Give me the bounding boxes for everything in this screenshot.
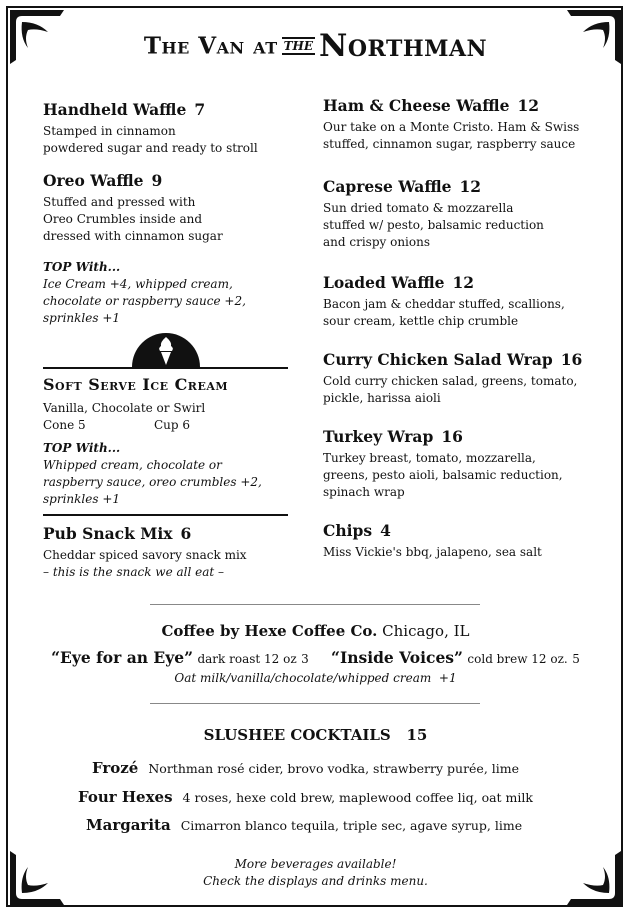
menu-item <box>43 524 288 581</box>
coffee-location: Chicago, IL <box>382 622 470 640</box>
menu-item <box>323 96 608 153</box>
cocktail-desc: Cimarron blanco tequila, triple sec, agave syrup, lime <box>180 818 523 833</box>
section-divider <box>43 367 288 369</box>
corner-ornament-icon <box>8 8 66 66</box>
cocktail-name: Margarita <box>86 816 171 834</box>
cocktails-heading: SLUSHEE COCKTAILS <box>203 726 391 744</box>
ice-cream-cone-icon <box>154 336 178 366</box>
toppings-heading: TOP With... <box>43 441 121 455</box>
coffee-drink-desc: dark roast 12 oz <box>197 652 297 666</box>
coffee-drinks <box>0 648 631 667</box>
item-name: Oreo Waffle <box>43 171 144 190</box>
item-desc-line: Stamped in cinnamon <box>43 124 176 138</box>
coffee-drink-price: 3 <box>301 652 309 666</box>
coffee-drink-name: “Eye for an Eye” <box>51 648 194 667</box>
footer-note <box>0 856 631 890</box>
item-desc-line: Bacon jam & cheddar stuffed, scallions, <box>323 297 565 311</box>
item-desc-line: Turkey breast, tomato, mozzarella, <box>323 451 536 465</box>
soft-serve-flavors: Vanilla, Chocolate or Swirl <box>43 401 206 415</box>
item-desc-line: greens, pesto aioli, balsamic reduction, <box>323 468 563 482</box>
soft-serve-prices <box>43 417 288 434</box>
cocktails-price: 15 <box>406 726 428 744</box>
cocktail-item <box>92 759 519 777</box>
item-name: Turkey Wrap <box>323 427 434 446</box>
item-price: 7 <box>194 100 206 119</box>
item-desc-line: Cheddar spiced savory snack mix <box>43 548 247 562</box>
title-logo-badge: THE <box>283 39 314 53</box>
toppings-line: chocolate or raspberry sauce +2, <box>43 294 246 308</box>
coffee-drink-price: 5 <box>572 652 580 666</box>
coffee-drink-desc: cold brew 12 oz. <box>467 652 568 666</box>
menu-item <box>323 350 608 407</box>
item-desc-line: sour cream, kettle chip crumble <box>323 314 519 328</box>
corner-ornament-icon <box>565 8 623 66</box>
item-desc-line: pickle, harissa aioli <box>323 391 441 405</box>
footer-line: Check the displays and drinks menu. <box>203 874 428 888</box>
toppings-line: Ice Cream +4, whipped cream, <box>43 277 233 291</box>
soft-serve-emblem <box>43 333 288 367</box>
cocktail-item <box>78 788 533 806</box>
item-name: Ham & Cheese Waffle <box>323 96 510 115</box>
item-desc-line: stuffed w/ pesto, balsamic reduction <box>323 218 544 232</box>
item-name: Chips <box>323 521 373 540</box>
coffee-extras-text: Oat milk/vanilla/chocolate/whipped cream <box>174 671 432 685</box>
menu-item <box>323 521 608 561</box>
item-name: Loaded Waffle <box>323 273 445 292</box>
item-price: 16 <box>560 350 583 369</box>
item-price: 12 <box>517 96 540 115</box>
coffee-roaster: Coffee by Hexe Coffee Co. <box>161 622 378 640</box>
toppings-line: sprinkles +1 <box>43 311 121 325</box>
coffee-title <box>0 622 631 640</box>
item-desc-line: Miss Vickie's bbq, jalapeno, sea salt <box>323 545 542 559</box>
toppings-line: raspberry sauce, oreo crumbles +2, <box>43 475 262 489</box>
left-column <box>43 100 288 595</box>
section-divider <box>43 514 288 516</box>
menu-item <box>323 273 608 330</box>
item-desc-line: Our take on a Monte Cristo. Ham & Swiss <box>323 120 580 134</box>
soft-serve-title: Soft Serve Ice Cream <box>43 375 229 394</box>
menu-item <box>323 427 608 501</box>
toppings-heading: TOP With... <box>43 260 121 274</box>
item-price: 16 <box>441 427 463 446</box>
cup-price: Cup 6 <box>154 418 191 432</box>
item-price: 12 <box>452 273 475 292</box>
cocktail-desc: 4 roses, hexe cold brew, maplewood coffee liq, oat milk <box>182 790 533 805</box>
item-desc-line: spinach wrap <box>323 485 405 499</box>
item-desc-line: stuffed, cinnamon sugar, raspberry sauce <box>323 137 576 151</box>
menu-item <box>43 100 288 157</box>
item-price: 4 <box>380 521 391 540</box>
item-name: Curry Chicken Salad Wrap <box>323 350 553 369</box>
footer-line: More beverages available! <box>234 857 397 871</box>
title-part1: The Van at <box>143 32 278 60</box>
toppings-line: Whipped cream, chocolate or <box>43 458 222 472</box>
toppings-line: sprinkles +1 <box>43 492 121 506</box>
cocktails-title <box>0 726 631 744</box>
item-price: 12 <box>459 177 482 196</box>
item-name: Caprese Waffle <box>323 177 452 196</box>
cocktail-name: Four Hexes <box>78 788 173 806</box>
cocktail-desc: Northman rosé cider, brovo vodka, strawberry purée, lime <box>148 761 520 776</box>
section-divider <box>150 703 480 704</box>
item-price: 9 <box>151 171 163 190</box>
menu-title <box>100 28 531 64</box>
coffee-extras-price: +1 <box>438 671 457 685</box>
item-desc-line: Cold curry chicken salad, greens, tomato, <box>323 374 578 388</box>
item-name: Handheld Waffle <box>43 100 187 119</box>
item-desc-line: powdered sugar and ready to stroll <box>43 141 258 155</box>
cone-price: Cone 5 <box>43 418 86 432</box>
item-desc-line: dressed with cinnamon sugar <box>43 229 223 243</box>
waffle-toppings <box>43 259 288 327</box>
item-note: – this is the snack we all eat – <box>43 565 225 579</box>
title-part2: Northman <box>319 28 488 64</box>
item-price: 6 <box>180 524 192 543</box>
coffee-drink-name: “Inside Voices” <box>331 648 463 667</box>
coffee-extras <box>0 671 631 685</box>
cocktail-name: Frozé <box>92 759 139 777</box>
item-desc-line: Stuffed and pressed with <box>43 195 196 209</box>
menu-item <box>43 171 288 245</box>
item-desc-line: Sun dried tomato & mozzarella <box>323 201 514 215</box>
item-name: Pub Snack Mix <box>43 524 173 543</box>
menu-item <box>323 177 608 251</box>
section-divider <box>150 604 480 605</box>
item-desc-line: and crispy onions <box>323 235 431 249</box>
right-column <box>323 96 608 575</box>
soft-serve-toppings <box>43 440 288 508</box>
item-desc-line: Oreo Crumbles inside and <box>43 212 203 226</box>
cocktail-item <box>86 816 522 834</box>
